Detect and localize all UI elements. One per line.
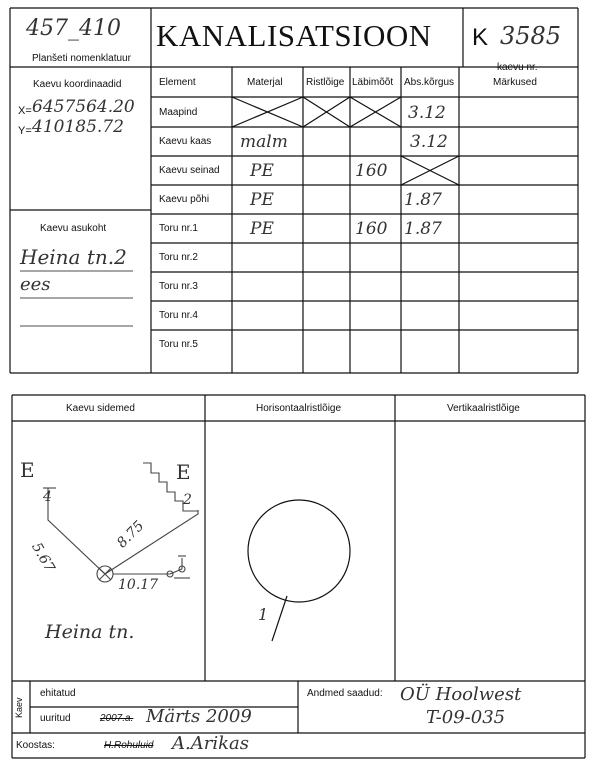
table-row-element: Toru nr.3: [159, 281, 198, 292]
table-row-element: Toru nr.4: [159, 310, 198, 321]
connections-label: Kaevu sidemed: [66, 403, 135, 414]
well-side-label: Kaev: [14, 697, 24, 718]
surveyed-old-value: 2007.a.: [100, 713, 134, 724]
table-cell-material: PE: [250, 161, 274, 181]
table-row-element: Toru nr.1: [159, 223, 198, 234]
table-cell-elevation: 3.12: [408, 103, 446, 123]
compiled-label: Koostas:: [16, 740, 55, 751]
sketch-label-2: 2: [183, 492, 192, 508]
data-from-code: T-09-035: [426, 707, 506, 728]
x-coordinate: 6457564.20: [32, 97, 135, 117]
data-from-value: OÜ Hoolwest: [400, 684, 522, 705]
table-row-element: Toru nr.2: [159, 252, 198, 263]
table-cell-elevation: 3.12: [410, 132, 448, 152]
y-prefix: Y=: [18, 125, 32, 137]
col-header-diameter: Läbimõõt: [352, 77, 394, 88]
col-header-elevation: Abs.kõrgus: [404, 77, 455, 88]
sheet-label: Planšeti nomenklatuur: [32, 53, 131, 64]
table-cell-elevation: 1.87: [404, 190, 442, 210]
table-cell-diameter: 160: [355, 219, 388, 239]
table-row-element: Kaevu seinad: [159, 165, 220, 176]
page-title: KANALISATSIOON: [156, 18, 432, 53]
location-line2: ees: [20, 274, 51, 295]
sketch-label-4: 4: [43, 489, 52, 505]
coordinates-label: Kaevu koordinaadid: [33, 79, 122, 90]
sketch-label-e-left: E: [20, 458, 35, 482]
sheet-number: 457_410: [26, 16, 121, 41]
table-cell-elevation: 1.87: [404, 219, 442, 239]
surveyed-value: Märts 2009: [146, 706, 252, 727]
vertical-section-label: Vertikaalristlõige: [447, 403, 520, 414]
table-row-element: Toru nr.5: [159, 339, 198, 350]
compiled-old-value: H.Rohuluid: [104, 740, 154, 751]
table-cell-material: malm: [240, 132, 288, 152]
table-row-element: Kaevu põhi: [159, 194, 210, 205]
location-line1: Heina tn.2: [20, 245, 127, 269]
sketch-label-e-right: E: [176, 460, 191, 484]
location-label: Kaevu asukoht: [40, 223, 107, 234]
table-row-element: Maapind: [159, 107, 198, 118]
col-header-cross-section: Ristlõige: [306, 77, 345, 88]
table-cell-material: PE: [250, 219, 274, 239]
horizontal-pipe-number: 1: [258, 605, 269, 624]
data-from-label: Andmed saadud:: [307, 688, 383, 699]
y-coordinate: 410185.72: [32, 117, 124, 137]
col-header-notes: Märkused: [493, 77, 537, 88]
table-cell-diameter: 160: [355, 161, 388, 181]
table-cell-material: PE: [250, 190, 274, 210]
x-prefix: X=: [18, 105, 32, 117]
sketch-street-label: Heina tn.: [45, 621, 135, 643]
table-row-element: Kaevu kaas: [159, 136, 212, 147]
surveyed-label: uuritud: [40, 713, 71, 724]
col-header-material: Materjal: [247, 77, 283, 88]
built-label: ehitatud: [40, 688, 76, 699]
compiled-value: A.Arikas: [172, 733, 249, 754]
sketch-distance-right: 8.75: [114, 517, 148, 552]
col-header-element: Element: [159, 77, 196, 88]
sketch-distance-bottom: 10.17: [118, 577, 159, 593]
well-prefix: K: [472, 24, 489, 51]
well-label: kaevu nr.: [497, 62, 538, 73]
sketch-distance-left: 5.67: [28, 540, 58, 575]
well-number: 3585: [500, 22, 562, 50]
horizontal-section-label: Horisontaalristlõige: [256, 403, 342, 414]
